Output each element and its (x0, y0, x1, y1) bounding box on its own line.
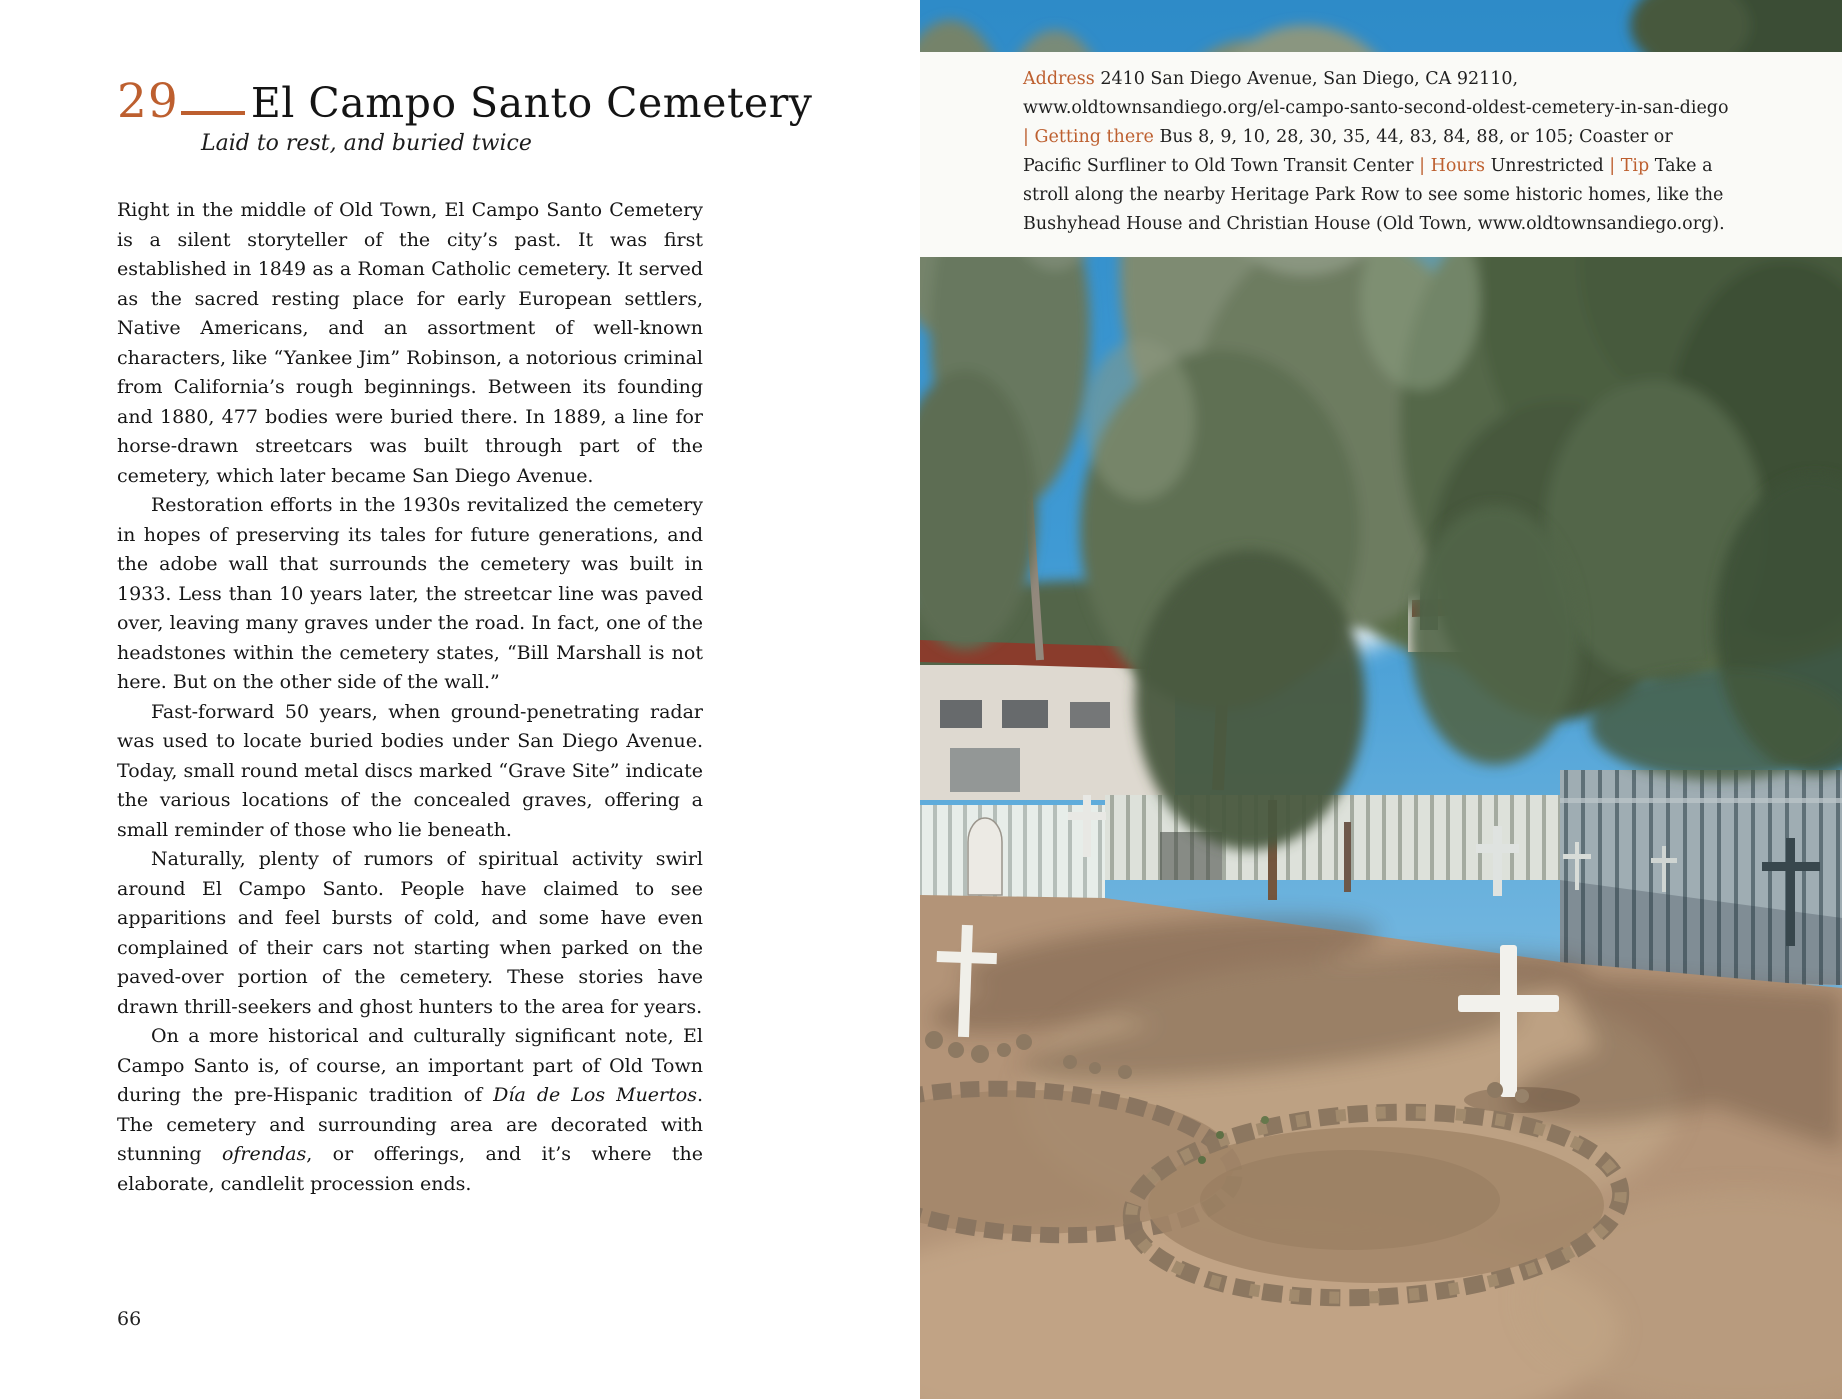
page-title: El Campo Santo Cemetery (250, 79, 813, 127)
body-paragraph: Restoration efforts in the 1930s revitalized the cemetery in hopes of preserving its tales for future generations, and the adobe wall that surrounds the cemetery was built in 1933. Less than 10 years later, the streetcar line was paved over, leaving many graves under the road. In fact, one of the headstones within the cemetery states, “Bill Marshall is not here. But on the other side of the wall.” (117, 494, 703, 693)
italic-phrase: Día de Los Muertos (493, 1084, 697, 1106)
chapter-number: 29 (117, 74, 179, 129)
tip-text: Take a stroll along the nearby Heritage Park Row to see some historic homes, like the Bushyhead House and Christian House (Old Town, www.oldtownsandiego.org). (1023, 156, 1725, 234)
left-page (0, 0, 920, 1399)
body-paragraph: Right in the middle of Old Town, El Campo Santo Cemetery is a silent storyteller of the city’s past. It was first established in 1849 as a Roman Catholic cemetery. It served as the sacred resting place for early European settlers, Native Americans, and an assortment of well-known characters, like “Yankee Jim” Robinson, a notorious criminal from California’s rough beginnings. Between its founding and 1880, 477 bodies were buried there. In 1889, a line for horse-drawn streetcars was built through part of the cemetery, which later became San Diego Avenue. (117, 199, 703, 487)
body-text (117, 196, 703, 1199)
page-number: 66 (117, 1308, 142, 1330)
separator: | (1419, 156, 1425, 176)
info-box (920, 52, 1842, 257)
address-label: Address (1023, 69, 1095, 89)
chapter-head (117, 74, 812, 129)
chapter-rule (181, 111, 245, 115)
getting-there-text: Bus 8, 9, 10, 28, 30, 35, 44, 83, 84, 88, or 105; Coaster or Pacific Surfliner to Old Town Transit Center (1023, 127, 1673, 176)
body-paragraph: Naturally, plenty of rumors of spiritual activity swirl around El Campo Santo. People have claimed to see apparitions and feel bursts of cold, and some have even complained of their cars not starting when parked on the paved-over portion of the cemetery. These stories have drawn thrill-seekers and ghost hunters to the area for years. (117, 848, 703, 1018)
right-page (920, 0, 1842, 1399)
address-text: 2410 San Diego Avenue, San Diego, CA 92110, www.oldtownsandiego.org/el-campo-santo-second-oldest-cemetery-in-san-diego (1023, 69, 1729, 118)
body-paragraph: On a more historical and culturally significant note, El Campo Santo is, of course, an important part of Old Town during the pre-Hispanic tradition of Día de Los Muertos. The cemetery and surrounding area are decorated with stunning ofrendas, or offerings, and it’s where the elaborate, candlelit procession ends. (117, 1025, 703, 1195)
getting-there-label: Getting there (1034, 127, 1154, 147)
hours-text: Unrestricted (1490, 156, 1604, 176)
body-paragraph: Fast-forward 50 years, when ground-penetrating radar was used to locate buried bodies under San Diego Avenue. Today, small round metal discs marked “Grave Site” indicate the various locations of the concealed graves, offering a small reminder of those who lie beneath. (117, 700, 703, 841)
separator: | (1609, 156, 1616, 176)
info-text (1023, 65, 1732, 239)
hours-label: Hours (1430, 156, 1485, 176)
tip-label: Tip (1620, 156, 1650, 176)
page-subtitle: Laid to rest, and buried twice (201, 131, 532, 156)
separator: | (1023, 127, 1029, 147)
italic-phrase: ofrendas (221, 1143, 307, 1165)
